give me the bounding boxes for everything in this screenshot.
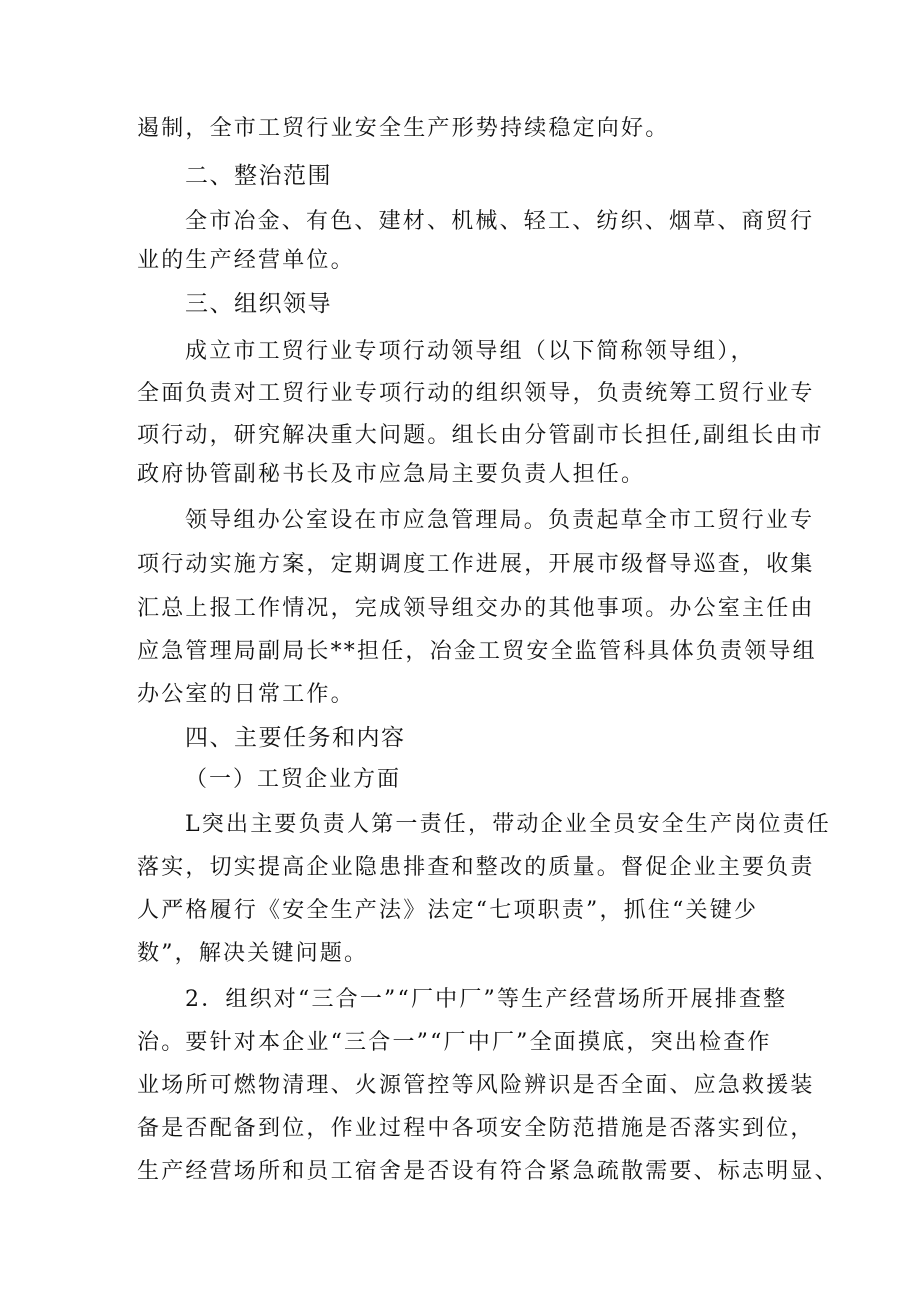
paragraph-line: 遏制，全市工贸行业安全生产形势持续稳定向好。	[137, 116, 670, 141]
paragraph-line: 生产经营场所和员工宿舍是否设有符合紧急疏散需要、标志明显、	[137, 1159, 839, 1184]
paragraph-line: 备是否配备到位，作业过程中各项安全防范措施是否落实到位，	[137, 1116, 815, 1141]
paragraph-line: 应急管理局副局长**担任，冶金工贸安全监管科具体负责领导组	[137, 639, 817, 664]
paragraph-line: 办公室的日常工作。	[137, 682, 355, 707]
paragraph-line: 项行动实施方案，定期调度工作进展，开展市级督导巡查，收集	[137, 552, 815, 577]
paragraph-line: 领导组办公室设在市应急管理局。负责起草全市工贸行业专	[185, 508, 815, 533]
paragraph-line: 业场所可燃物清理、火源管控等风险辨识是否全面、应急救援装	[137, 1073, 815, 1098]
paragraph-line: 人严格履行《安全生产法》法定“七项职责”，抓住“关键少	[137, 898, 759, 923]
paragraph-line: 治。要针对本企业“三合一”“厂中厂”全面摸底，突出检查作	[137, 1030, 772, 1055]
paragraph-line: 2．组织对“三合一”“厂中厂”等生产经营场所开展排查整	[185, 987, 788, 1012]
paragraph-line: 业的生产经营单位。	[137, 248, 355, 273]
paragraph-line: 全面负责对工贸行业专项行动的组织领导，负责统筹工贸行业专	[137, 381, 815, 406]
paragraph-line: 全市冶金、有色、建材、机械、轻工、纺织、烟草、商贸行	[185, 209, 815, 234]
section-heading-tasks: 四、主要任务和内容	[185, 725, 406, 751]
paragraph-line: L突出主要负责人第一责任，带动企业全员安全生产岗位责任	[185, 812, 832, 837]
paragraph-line: 数”，解决关键问题。	[137, 941, 369, 966]
paragraph-line: 落实，切实提高企业隐患排查和整改的质量。督促企业主要负责	[137, 855, 815, 880]
paragraph-line: 政府协管副秘书长及市应急局主要负责人担任。	[137, 462, 646, 487]
section-heading-organization: 三、组织领导	[185, 291, 332, 317]
paragraph-line: 成立市工贸行业专项行动领导组（以下简称领导组），	[185, 339, 755, 364]
section-heading-scope: 二、整治范围	[185, 163, 332, 189]
subsection-heading: （一）工贸企业方面	[185, 767, 402, 792]
paragraph-line: 项行动，研究解决重大问题。组长由分管副市长担任,副组长由市	[137, 423, 824, 448]
paragraph-line: 汇总上报工作情况，完成领导组交办的其他事项。办公室主任由	[137, 596, 815, 621]
